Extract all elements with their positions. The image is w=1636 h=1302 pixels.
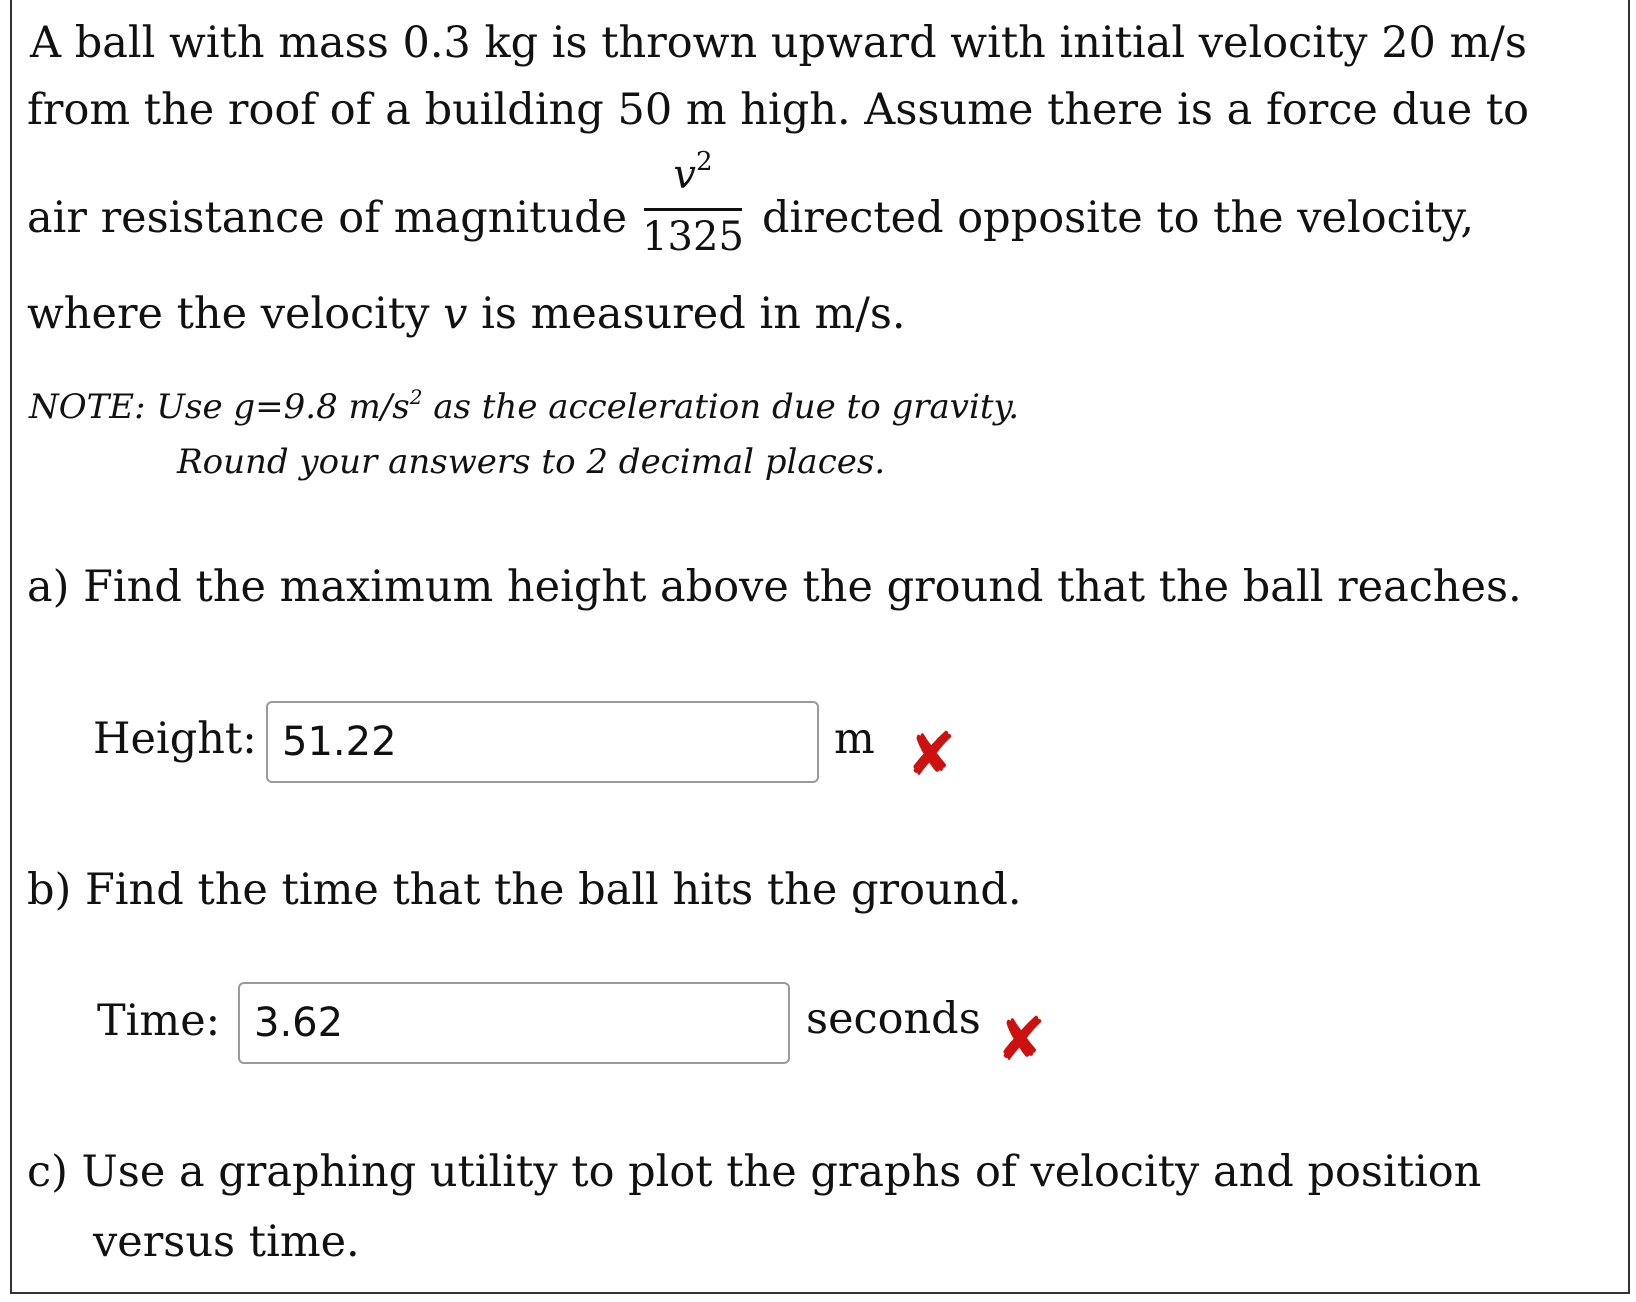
height-input[interactable]: 51.22	[266, 701, 819, 783]
fraction-bar	[644, 208, 742, 211]
part-c-line-1: c) Use a graphing utility to plot the graphs of velocity and position	[27, 1147, 1482, 1197]
height-label: Height:	[93, 714, 257, 764]
problem-line-3-before: air resistance of magnitude	[27, 193, 628, 243]
fraction-denominator: 1325	[642, 214, 744, 260]
fraction-numerator: $v^2$	[673, 147, 713, 198]
note-line-1: NOTE: Use g=9.8 $m/s^2$ as the acceleration due to gravity.	[29, 385, 1020, 427]
part-b-question: b) Find the time that the ball hits the ground.	[27, 865, 1022, 915]
x-mark-icon: ✘	[996, 1005, 1047, 1075]
time-label: Time:	[97, 996, 221, 1046]
problem-line-4: where the velocity v is measured in m/s.	[27, 289, 906, 339]
problem-line-3-after: directed opposite to the velocity,	[762, 193, 1474, 243]
note-line-2: Round your answers to 2 decimal places.	[177, 442, 886, 482]
time-unit: seconds	[806, 994, 981, 1044]
part-c-line-2: versus time.	[93, 1217, 360, 1267]
x-mark-icon: ✘	[906, 720, 957, 790]
height-unit: m	[834, 714, 875, 764]
air-resistance-fraction	[640, 147, 746, 260]
part-a-question: a) Find the maximum height above the ground that the ball reaches.	[27, 562, 1522, 612]
problem-line-2: from the roof of a building 50 m high. Assume there is a force due to	[27, 85, 1530, 135]
time-input[interactable]: 3.62	[238, 982, 790, 1064]
problem-line-1: A ball with mass 0.3 kg is thrown upward with initial velocity 20 m/s	[30, 18, 1527, 68]
